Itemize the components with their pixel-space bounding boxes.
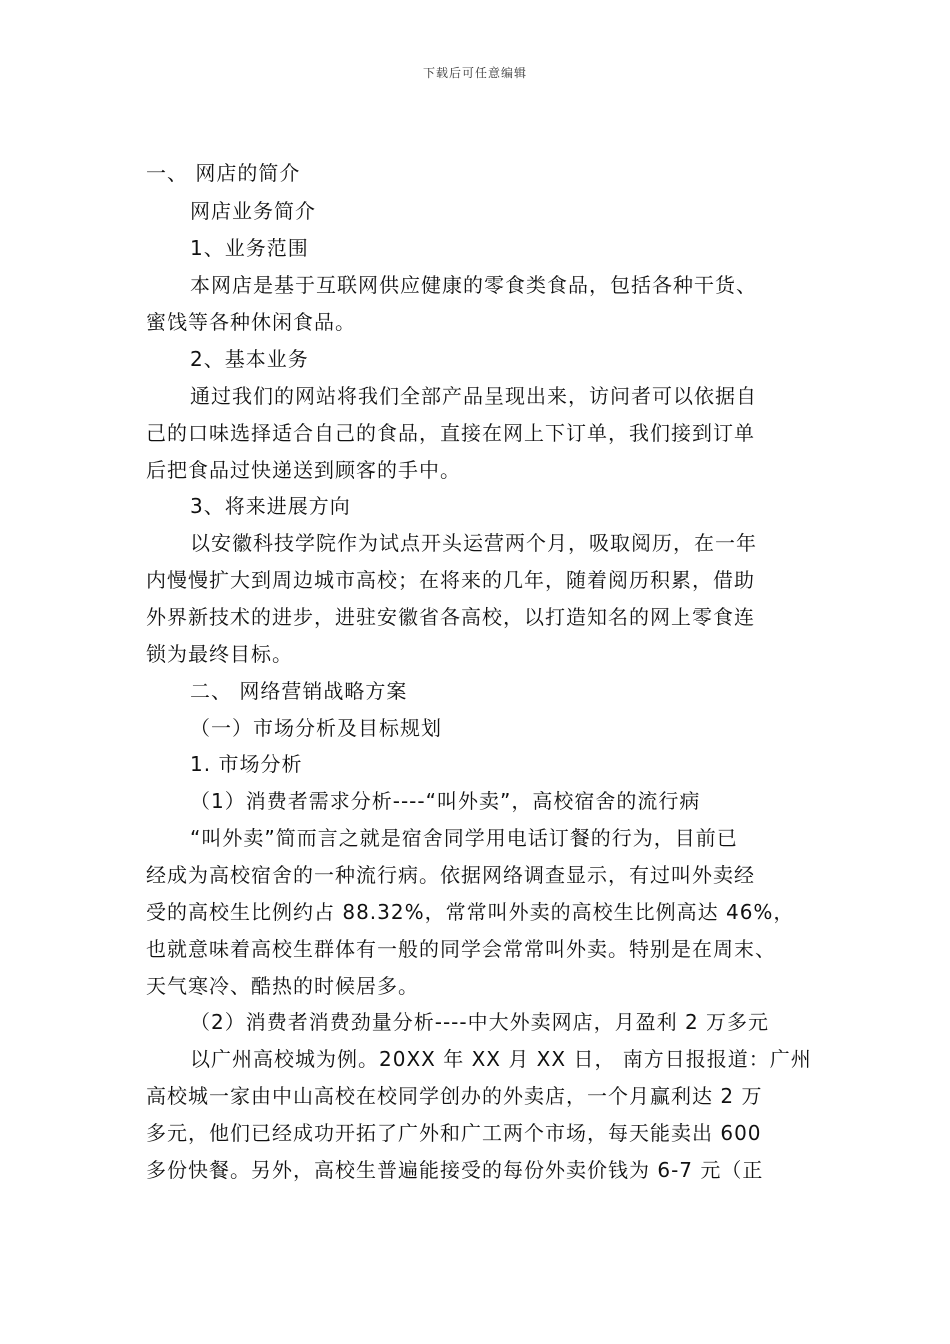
paragraph-line: 天气寒冷、酷热的时候居多。	[146, 974, 419, 998]
subheading: 1. 市场分析	[190, 752, 303, 776]
subheading: 2、基本业务	[190, 347, 309, 371]
paragraph-line: 蜜饯等各种休闲食品。	[146, 310, 356, 334]
paragraph-line: 以安徽科技学院作为试点开头运营两个月，吸取阅历，在一年	[190, 531, 757, 555]
page-header: 下载后可任意编辑	[422, 66, 527, 80]
paragraph-line: 本网店是基于互联网供应健康的零食类食品，包括各种干货、	[190, 273, 757, 297]
subheading: 1、业务范围	[190, 236, 309, 260]
paragraph-line: 以广州高校城为例。20XX 年 XX 月 XX 日， 南方日报报道：广州	[190, 1047, 812, 1071]
paragraph-line: 也就意味着高校生群体有一般的同学会常常叫外卖。特别是在周末、	[146, 937, 776, 961]
section-heading-2: 二、 网络营销战略方案	[190, 679, 408, 703]
subheading: （一）市场分析及目标规划	[190, 716, 442, 740]
paragraph-line: 后把食品过快递送到顾客的手中。	[146, 458, 461, 482]
subheading: 3、将来进展方向	[190, 494, 351, 518]
paragraph-line: “叫外卖”简而言之就是宿舍同学用电话订餐的行为，目前已	[190, 826, 738, 850]
subheading: （1）消费者需求分析----“叫外卖”，高校宿舍的流行病	[190, 789, 701, 813]
paragraph-line: 受的高校生比例约占 88.32%，常常叫外卖的高校生比例高达 46%，	[146, 900, 795, 924]
paragraph-line: 己的口味选择适合自己的食品，直接在网上下订单，我们接到订单	[146, 421, 755, 445]
paragraph-line: 锁为最终目标。	[146, 642, 293, 666]
paragraph-line: 内慢慢扩大到周边城市高校；在将来的几年，随着阅历积累，借助	[146, 568, 755, 592]
paragraph-line: 高校城一家由中山高校在校同学创办的外卖店，一个月赢利达 2 万	[146, 1084, 763, 1108]
paragraph-line: 多份快餐。另外，高校生普遍能接受的每份外卖价钱为 6-7 元（正	[146, 1158, 764, 1182]
subheading: （2）消费者消费劲量分析----中大外卖网店，月盈利 2 万多元	[190, 1010, 770, 1034]
paragraph-line: 通过我们的网站将我们全部产品呈现出来，访问者可以依据自	[190, 384, 757, 408]
paragraph-line: 外界新技术的进步，进驻安徽省各高校，以打造知名的网上零食连	[146, 605, 755, 629]
subheading: 网店业务简介	[190, 199, 316, 223]
section-heading-1: 一、 网店的简介	[146, 161, 301, 185]
paragraph-line: 经成为高校宿舍的一种流行病。依据网络调查显示，有过叫外卖经	[146, 863, 755, 887]
paragraph-line: 多元，他们已经成功开拓了广外和广工两个市场，每天能卖出 600	[146, 1121, 762, 1145]
